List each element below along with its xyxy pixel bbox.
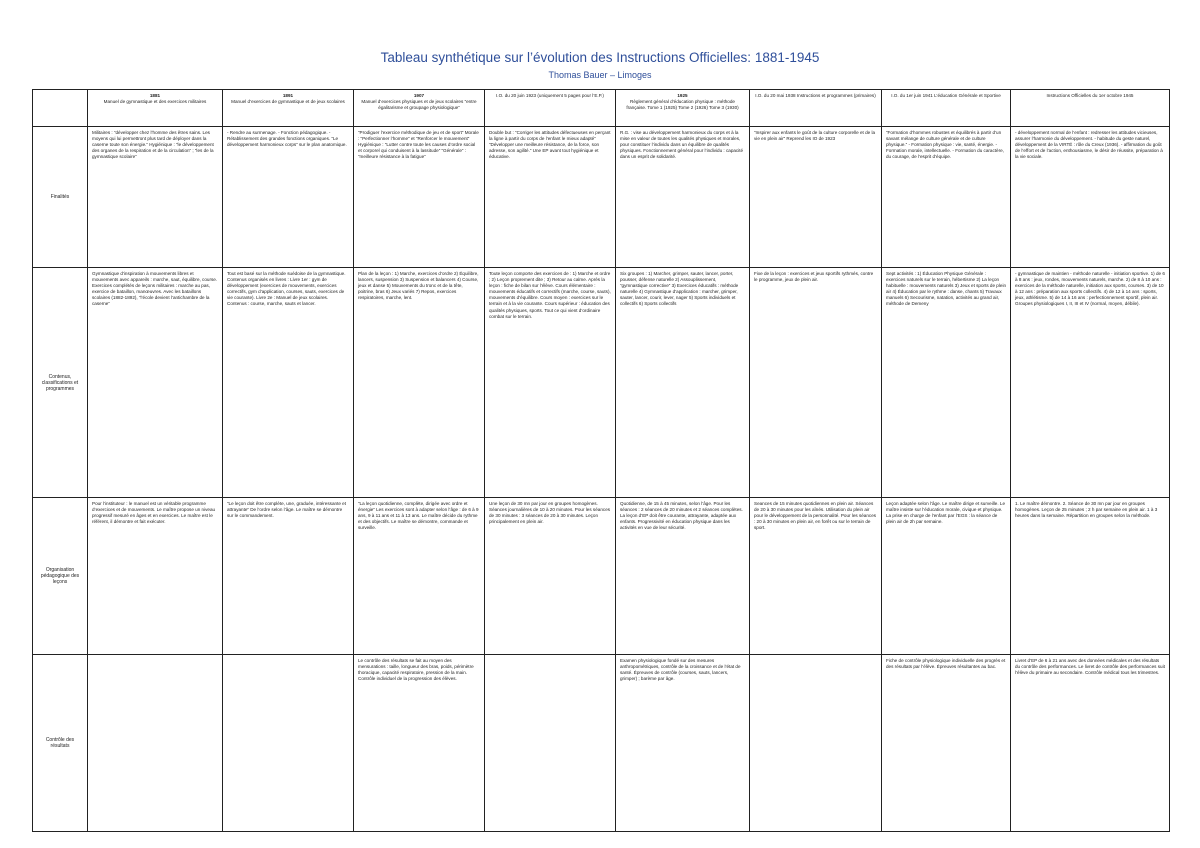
table-row	[33, 127, 1170, 268]
table-cell: “Le leçon doit être complète, une, graduée, intéressante et attrayante” De l’ordre selon l’âge. Le maître se démontre sur le commandement.	[223, 498, 354, 655]
table-cell: Militaires : “développer chez l’homme des êtres sains. Les moyens qui lui permettront plus tard de déployer dans la caserne toute son énergie.” Hygiénique : “le développement des organes de la respiration et de la circulation” ; “les de la gymnastique scolaire”	[88, 127, 223, 268]
table-cell: Six groupes : 1) Marcher, grimper, sauter, lancer, porter, pousser, défense naturelle 2) Assouplissement, “gymnastique corrective” 3) Exercices éducatifs : méthode naturelle 4) Gymnastique d’application : marcher, grimper, sauter, lancer, courir, lever, nager 5) Sports individuels et collectifs 6) Sports collectifs	[616, 268, 750, 498]
table-cell: “La leçon quotidienne, complète, dirigée avec ordre et énergie” Les exercices sont à adapter selon l’âge : de 6 à 9 ans, 9 à 11 ans et 11 à 13 ans. Le maître décide du rythme et des objectifs. Le maître se démontre, commande et surveille.	[354, 498, 485, 655]
table-cell: Fiche de contrôle physiologique individuelle des progrès et des résultats par l’élève. Épreuves résultantes au bac.	[882, 655, 1011, 832]
header-row	[33, 90, 1170, 127]
column-header: 1881 Manuel de gymnastique et des exercices militaires	[88, 90, 223, 127]
document-title: Tableau synthétique sur l’évolution des Instructions Officielles: 1881-1945	[380, 50, 820, 65]
column-header: 1891 Manuel d’exercices de gymnastique et de jeux scolaires	[223, 90, 354, 127]
table-cell: - Rendre au surmenage. - Fonction pédagogique. - Rétablissement des grandes fonctions organiques. “Le développement harmonieux corps” sur le plan anatomique.	[223, 127, 354, 268]
table-cell: Seances de 15 minutes quotidiennes en plein air. Séances de 20 à 30 minutes pour les aînés. Utilisation du plein air pour le développement de la personnalité. Pour les séances : 20 à 30 minutes en plein air, en forêt ou sur le terrain de sport.	[750, 498, 882, 655]
row-label: Finalités	[33, 127, 88, 268]
table-cell: Gymnastique d’inspiration à mouvements libres et mouvements avec appareils : marche, saut, équilibre, course. Exercices complétés de leçons militaires : marche au pas, exercice de bataillon, manœuvres. Avec les bataillons scolaires (1882-1892), “l’école devient l’antichambre de la caserne”	[88, 268, 223, 498]
synthesis-table	[32, 89, 1170, 832]
table-row	[33, 268, 1170, 498]
table-cell: Plan de la leçon : 1) Marche, exercices d’ordre 2) Équilibre, lancers, suspension 3) Suspension et balancers 4) Course, jeux et danse 5) Mouvements du tronc et de la tête, poitrine, bras 6) Jeux variés 7) Repos, exercices respiratoires, marche, lent.	[354, 268, 485, 498]
document-author: Thomas Bauer – Limoges	[548, 70, 652, 80]
table-cell: Le contrôle des résultats se fait au moyen des mensurations : taille, longueur des bras, poids, périmètre thoracique, capacité respiratoire, pression de la main. Contrôle individuel de la progression des élèves.	[354, 655, 485, 832]
row-label: Contrôle des résultats	[33, 655, 88, 832]
table-cell: - développement normal de l’enfant : redresser les attitudes vicieuses, assurer l’harmonie du développement. - habitude du geste naturel, développement de la VIRTÉ : rôle du Creux (1936). - affirmation du goût de l’effort et de l’action, enthousiasme, le désir de réussite, préparation à la vie sociale.	[1011, 127, 1170, 268]
table-cell: Une leçon de 30 mn par jour en groupes homogènes. Séances journalières de 10 à 20 minutes. Pour les séances de 30 minutes : 3 séances de 20 à 30 minutes. Leçon principalement en plein air.	[485, 498, 616, 655]
column-header: I.O. du 20 juin 1923 (uniquement 5 pages pour l’E.P.)	[485, 90, 616, 127]
table-cell: Toute leçon comporte des exercices de : 1) Marche et ordre ; 2) Leçon proprement dite ; 3) Retour au calme. Après la leçon : fiche de bilan sur l’élève. Cours élémentaire : mouvements éducatifs et correctifs (marche, course, sauts), mouvements d’équilibre. Cours moyen : exercices sur le terrain et à la vie courante. Cours supérieur : éducation des qualités physiques, sports. Tout ce qui vient d’ordinaire combat sur le terrain.	[485, 268, 616, 498]
table-cell	[485, 655, 616, 832]
table-cell: Leçon adaptée selon l’âge. Le maître dirige et surveille. Le maître insiste sur l’éducation morale, civique et physique. La prise en charge de l’enfant par l’EGS : la séance de plein air de 2h par semaine.	[882, 498, 1011, 655]
table-cell: Double but : “Corriger les attitudes défectueuses en perçant la ligne à partir du corps de l’enfant le mieux adapté” “Développer une meilleure résistance, de la force, son adresse, son agilité.” Une EP avant tout hygiénique et éducative.	[485, 127, 616, 268]
table-row	[33, 655, 1170, 832]
table-cell: - gymnastique de maintien - méthode naturelle - initiation sportive. 1) de 6 à 8 ans : jeux, rondes, mouvements naturels, marche. 2) de 8 à 10 ans : exercices de la méthode naturelle, initiation aux sports, courses. 3) de 10 à 12 ans : préparation aux sports collectifs. 4) de 12 à 14 ans : sports, jeux, athlétisme. 5) de 14 à 16 ans : perfectionnement sportif, plein air. Groupes physiologiques I, II, III et IV (normal, moyen, débile).	[1011, 268, 1170, 498]
column-header: 1907 Manuel d’exercices physiques et de jeux scolaires “entre égalitarisme et groupage physiologique”	[354, 90, 485, 127]
table-row	[33, 498, 1170, 655]
table-cell: R.G. : vise au développement harmonieux du corps et à la mise en valeur de toutes les qualités physiques et morales, pour constituer l’individu dans un équilibre de qualités physiques. Fonctionnement général pour l’individu : capacité dans un esprit de solidarité.	[616, 127, 750, 268]
table-cell: 1. Le maître démontre. 2. Séance de 30 mn par jour en groupes homogènes. Leçon de 25 minutes ; 2 h par semaine en plein air. 1 à 3 heures dans la semaine. Répartition en groupes selon la méthode.	[1011, 498, 1170, 655]
table-cell	[750, 655, 882, 832]
table-cell: Livret d’EP de 6 à 21 ans avec des données médicales et des résultats du contrôle des performances. Le livret de contrôle des performances suit l’élève du primaire au secondaire. Contrôle médical tous les trimestres.	[1011, 655, 1170, 832]
table-cell	[88, 655, 223, 832]
column-header: Instructions Officielles du 1er octobre 1945	[1011, 90, 1170, 127]
table-cell: Pour l’instituteur : le manuel est un véritable programme d’exercices et de mouvements. Le maître propose un niveau progressif mesuré en âges et en exercices. Le maître est le référent, il démontre et fait exécuter.	[88, 498, 223, 655]
column-header: 1925 Règlement général d’éducation physique : méthode française. Tome 1 (1925) Tome 2 (1926) Tome 3 (1930)	[616, 90, 750, 127]
table-cell: Fixe de la leçon : exercices et jeux sportifs rythmés, contre le programme, jeux de plein air.	[750, 268, 882, 498]
table-cell: “Inspirer aux enfants le goût de la culture corporelle et de la vie en plein air” Reprend les IO de 1923	[750, 127, 882, 268]
table-cell: “Formation d’hommes robustes et équilibrés à partir d’un savant mélange de culture générale et de culture physique.” - Formation physique : vie, santé, énergie. - Formation morale, intellectuelle. - Formation du caractère, du courage, de l’esprit d’équipe.	[882, 127, 1011, 268]
row-label: Contenus, classifications et programmes	[33, 268, 88, 498]
row-label: Organisation pédagogique des leçons	[33, 498, 88, 655]
corner-cell	[33, 90, 88, 127]
table-cell: “Prodiguer l’exercice méthodique de jeu et de sport” Morale : “Perfectionner l’homme” et “Renforcer le mouvement” Hygiénique : “Lutter contre toute les causes d’ordre social et corporel qui conduisent à la lassitude” “Générale” : “meilleure résistance à la fatigue”	[354, 127, 485, 268]
column-header: I.O. du 1er juin 1941 L’éducation Générale et Sportive	[882, 90, 1011, 127]
table-cell	[223, 655, 354, 832]
table-cell: Sept activités : 1) Éducation Physique Générale : exercices naturels sur le terrain, hébertisme 2) La leçon habituelle : mouvements naturels 3) Jeux et sports de plein air 4) Éducation par le rythme : danse, chants 5) Travaux manuels 6) Secourisme, natation, activités au grand air, méthode de Demeny	[882, 268, 1011, 498]
column-header: I.O. du 20 mai 1938 Instructions et programmes (primaires)	[750, 90, 882, 127]
table-cell: Examen physiologique fondé sur des mesures anthropométriques, contrôle de la croissance et de l’état de santé. Épreuves de contrôle (courses, sauts, lancers, grimper) ; barème par âge.	[616, 655, 750, 832]
table-cell: Quotidienne, de 15 à 45 minutes, selon l’âge. Pour les séances : 2 séances de 20 minutes et 2 séances complètes. La leçon d’EP doit être courante, attrayante, adaptée aux enfants. Progressivité en éducation physique dans les activités en vue de leur sécurité.	[616, 498, 750, 655]
table-cell: Tout est basé sur la méthode suédoise de la gymnastique. Contenus organisés en livres : Livre 1er : gym de développement (exercices de mouvements, exercices correctifs, gym d’application, courses, sauts, exercices de vie courante). Livre 2e : Manuel de jeux scolaires. Contenus : course, marche, sauts et lancer.	[223, 268, 354, 498]
